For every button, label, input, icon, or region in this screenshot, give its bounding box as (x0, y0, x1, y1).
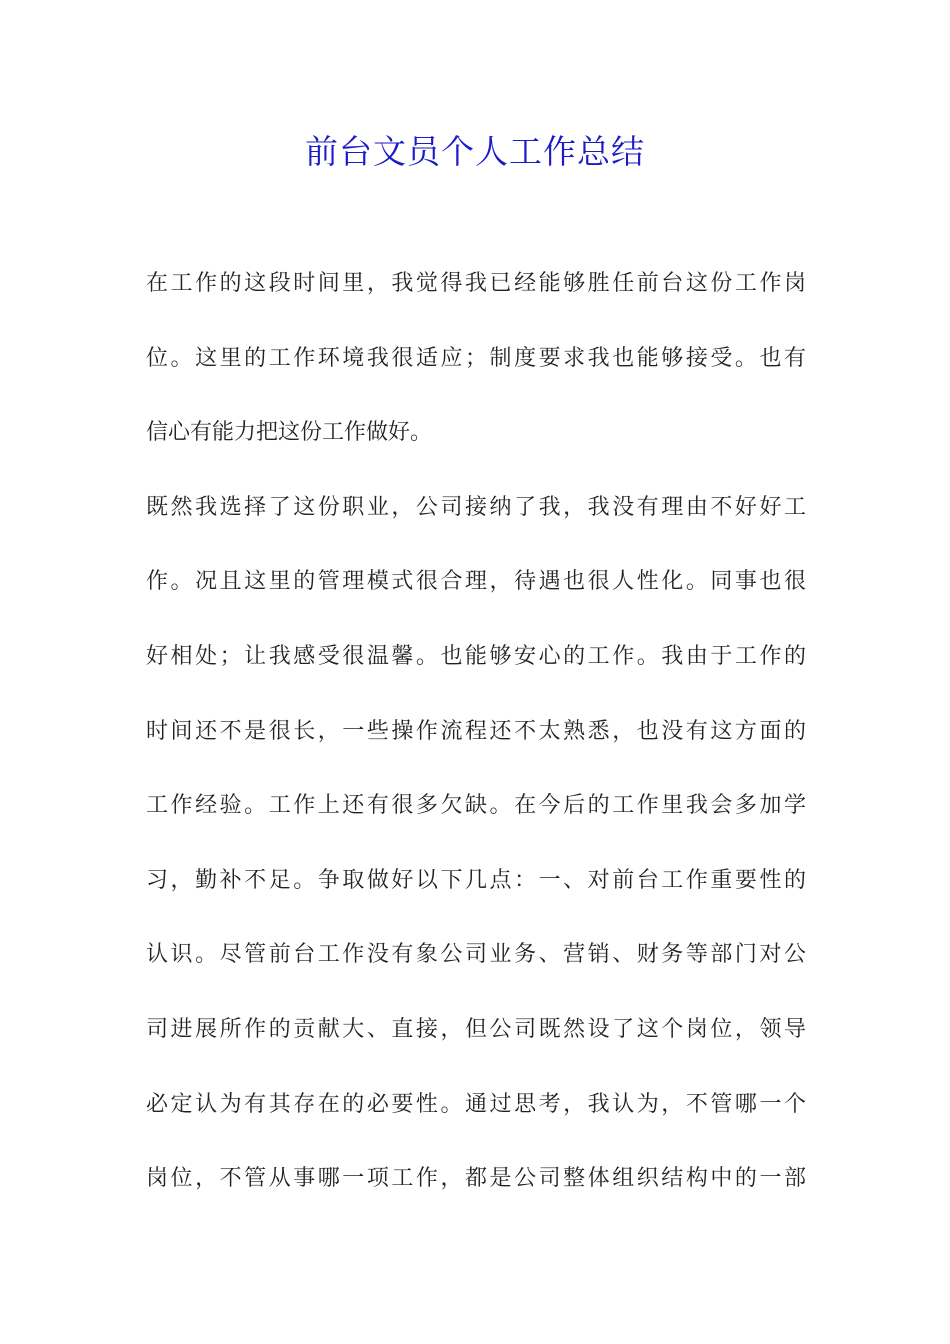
body-line-13: 岗位，不管从事哪一项工作，都是公司整体组织结构中的一部 (146, 1166, 806, 1192)
body-line-3: 信心有能力把这份工作做好。 (146, 420, 433, 446)
body-line-5: 作。况且这里的管理模式很合理，待遇也很人性化。同事也很 (146, 569, 806, 595)
body-line-9: 习，勤补不足。争取做好以下几点：一、对前台工作重要性的 (146, 867, 806, 893)
document-title: 前台文员个人工作总结 (305, 132, 645, 171)
body-line-4: 既然我选择了这份职业，公司接纳了我，我没有理由不好好工 (146, 494, 806, 520)
body-line-2: 位。这里的工作环境我很适应；制度要求我也能够接受。也有 (146, 345, 806, 371)
document-body (146, 262, 806, 1232)
body-line-1: 在工作的这段时间里，我觉得我已经能够胜任前台这份工作岗 (146, 271, 806, 296)
body-line-12: 必定认为有其存在的必要性。通过思考，我认为，不管哪一个 (146, 1091, 806, 1117)
body-line-11: 司进展所作的贡献大、直接，但公司既然设了这个岗位，领导 (146, 1016, 806, 1042)
body-line-7: 时间还不是很长，一些操作流程还不太熟悉，也没有这方面的 (146, 718, 806, 744)
body-line-6: 好相处；让我感受很温馨。也能够安心的工作。我由于工作的 (146, 643, 806, 669)
body-line-8: 工作经验。工作上还有很多欠缺。在今后的工作里我会多加学 (146, 793, 806, 819)
body-line-10: 认识。尽管前台工作没有象公司业务、营销、财务等部门对公 (146, 942, 806, 968)
